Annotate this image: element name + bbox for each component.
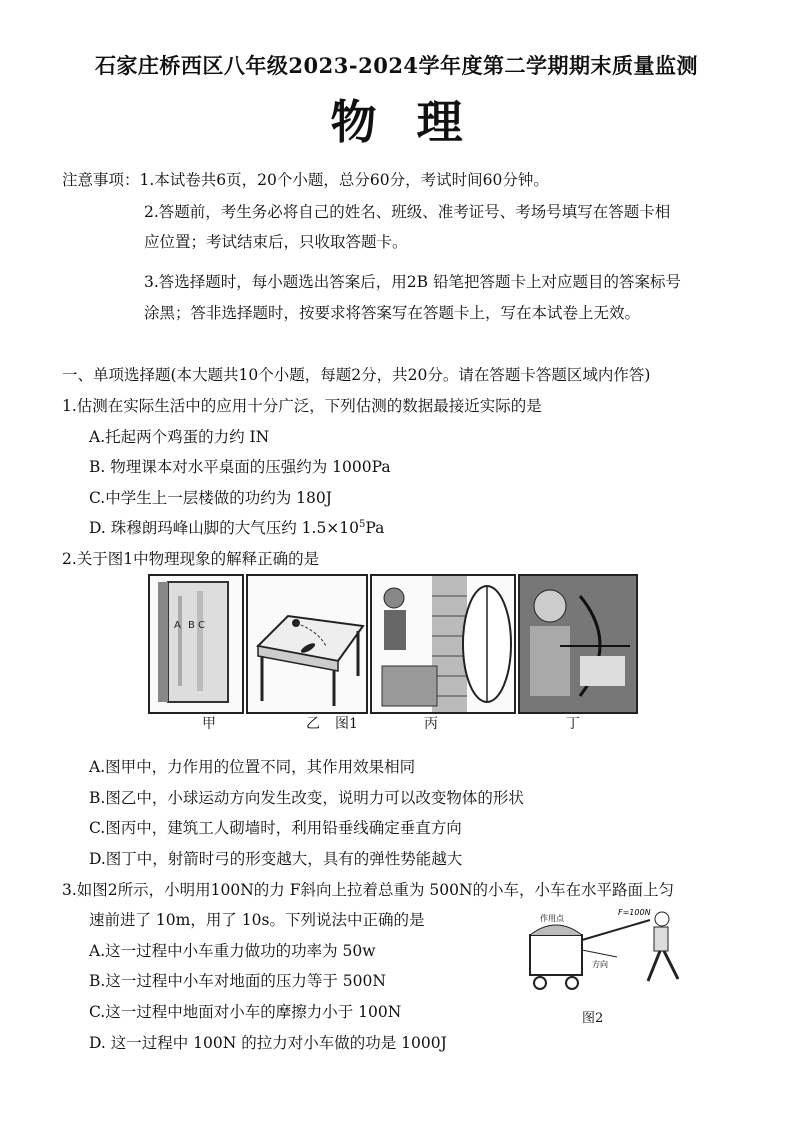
q1-option-b: B. 物理课本对水平桌面的压强约为 1000Pa xyxy=(89,458,391,476)
q3-option-a: A.这一过程中小车重力做功的功率为 50w xyxy=(89,942,376,960)
notes-item-2-line2: 应位置；考试结束后，只收取答题卡。 xyxy=(144,233,408,251)
notes-item-1: 1.本试卷共6页，20个小题，总分60分，考试时间60分钟。 xyxy=(139,171,549,189)
subject-title: 物理 xyxy=(330,95,503,149)
q2-option-a: A.图甲中，力作用的位置不同，其作用效果相同 xyxy=(89,758,416,776)
archer-illustration xyxy=(520,576,636,712)
figure-2-label-point: 作用点 xyxy=(540,914,564,923)
q2-option-c: C.图丙中，建筑工人砌墙时，利用铅垂线确定垂直方向 xyxy=(89,819,462,837)
q1-stem: 1.估测在实际生活中的应用十分广泛，下列估测的数据最接近实际的是 xyxy=(62,397,542,415)
notes-label: 注意事项： xyxy=(62,171,140,189)
q1-option-a: A.托起两个鸡蛋的力约 IN xyxy=(89,428,270,446)
notes-item-2-line1: 2.答题前，考生务必将自己的姓名、班级、准考证号、考场号填写在答题卡相 xyxy=(144,203,671,221)
q2-option-b: B.图乙中，小球运动方向发生改变，说明力可以改变物体的形状 xyxy=(89,789,524,807)
figure-1-label-bing: 丙 xyxy=(424,716,438,732)
q2-stem: 2.关于图1中物理现象的解释正确的是 xyxy=(62,550,320,568)
q1-option-c: C.中学生上一层楼做的功约为 180J xyxy=(89,489,332,507)
q3-option-d: D. 这一过程中 100N 的拉力对小车做的功是 1000J xyxy=(89,1034,447,1052)
q3-option-b: B.这一过程中小车对地面的压力等于 500N xyxy=(89,972,386,990)
figure-1-panel-jia xyxy=(148,574,244,714)
figure-2-label-direction: 方向 xyxy=(592,960,608,969)
figure-1-label-yi: 乙 xyxy=(306,716,320,732)
figure-1-label-ding: 丁 xyxy=(566,716,580,732)
figure-1-panel-bing xyxy=(370,574,516,714)
notes-item-3-line1: 3.答选择题时，每小题选出答案后，用2B 铅笔把答题卡上对应题目的答案标号 xyxy=(144,273,681,291)
exam-header-title: 石家庄桥西区八年级2023-2024学年度第二学期期末质量监测 xyxy=(94,53,699,78)
figure-1-caption: 图1 xyxy=(335,716,358,732)
notes-item-3-line2: 涂黑；答非选择题时，按要求将答案写在答题卡上，写在本试卷上无效。 xyxy=(144,304,641,322)
figure-1 xyxy=(148,574,638,714)
q1-option-d-text: D. 珠穆朗玛峰山脚的大气压约 1.5×10 xyxy=(89,519,360,537)
table-ball-illustration xyxy=(248,576,366,712)
q1-option-d xyxy=(89,516,384,538)
figure-2-caption: 图2 xyxy=(582,1011,604,1026)
q1-option-d-unit: Pa xyxy=(365,519,385,537)
q3-stem-line1: 3.如图2所示，小明用100N的力 F斜向上拉着总重为 500N的小车，小车在水平路面上匀 xyxy=(62,881,675,899)
q1-option-d-exponent: 5 xyxy=(359,518,366,530)
section-1-title: 一、单项选择题(本大题共10个小题，每题2分，共20分。请在答题卡答题区域内作答) xyxy=(62,366,651,384)
q3-option-c: C.这一过程中地面对小车的摩擦力小于 100N xyxy=(89,1003,402,1021)
cart-pull-illustration xyxy=(522,905,692,997)
figure-1-panel-yi xyxy=(246,574,368,714)
figure-2-label-force: F=100N xyxy=(618,908,651,917)
figure-2 xyxy=(522,905,692,997)
figure-1-panel-ding xyxy=(518,574,638,714)
q2-option-d: D.图丁中，射箭时弓的形变越大，具有的弹性势能越大 xyxy=(89,850,463,868)
notes-block xyxy=(62,168,549,190)
worker-plumbline-illustration xyxy=(372,576,514,712)
door-illustration xyxy=(150,576,242,712)
figure-1-label-jia: 甲 xyxy=(202,716,216,732)
door-label-bc: B C xyxy=(188,620,206,631)
door-label-a: A xyxy=(174,620,181,631)
q3-stem-line2: 速前进了 10m，用了 10s。下列说法中正确的是 xyxy=(89,911,425,929)
